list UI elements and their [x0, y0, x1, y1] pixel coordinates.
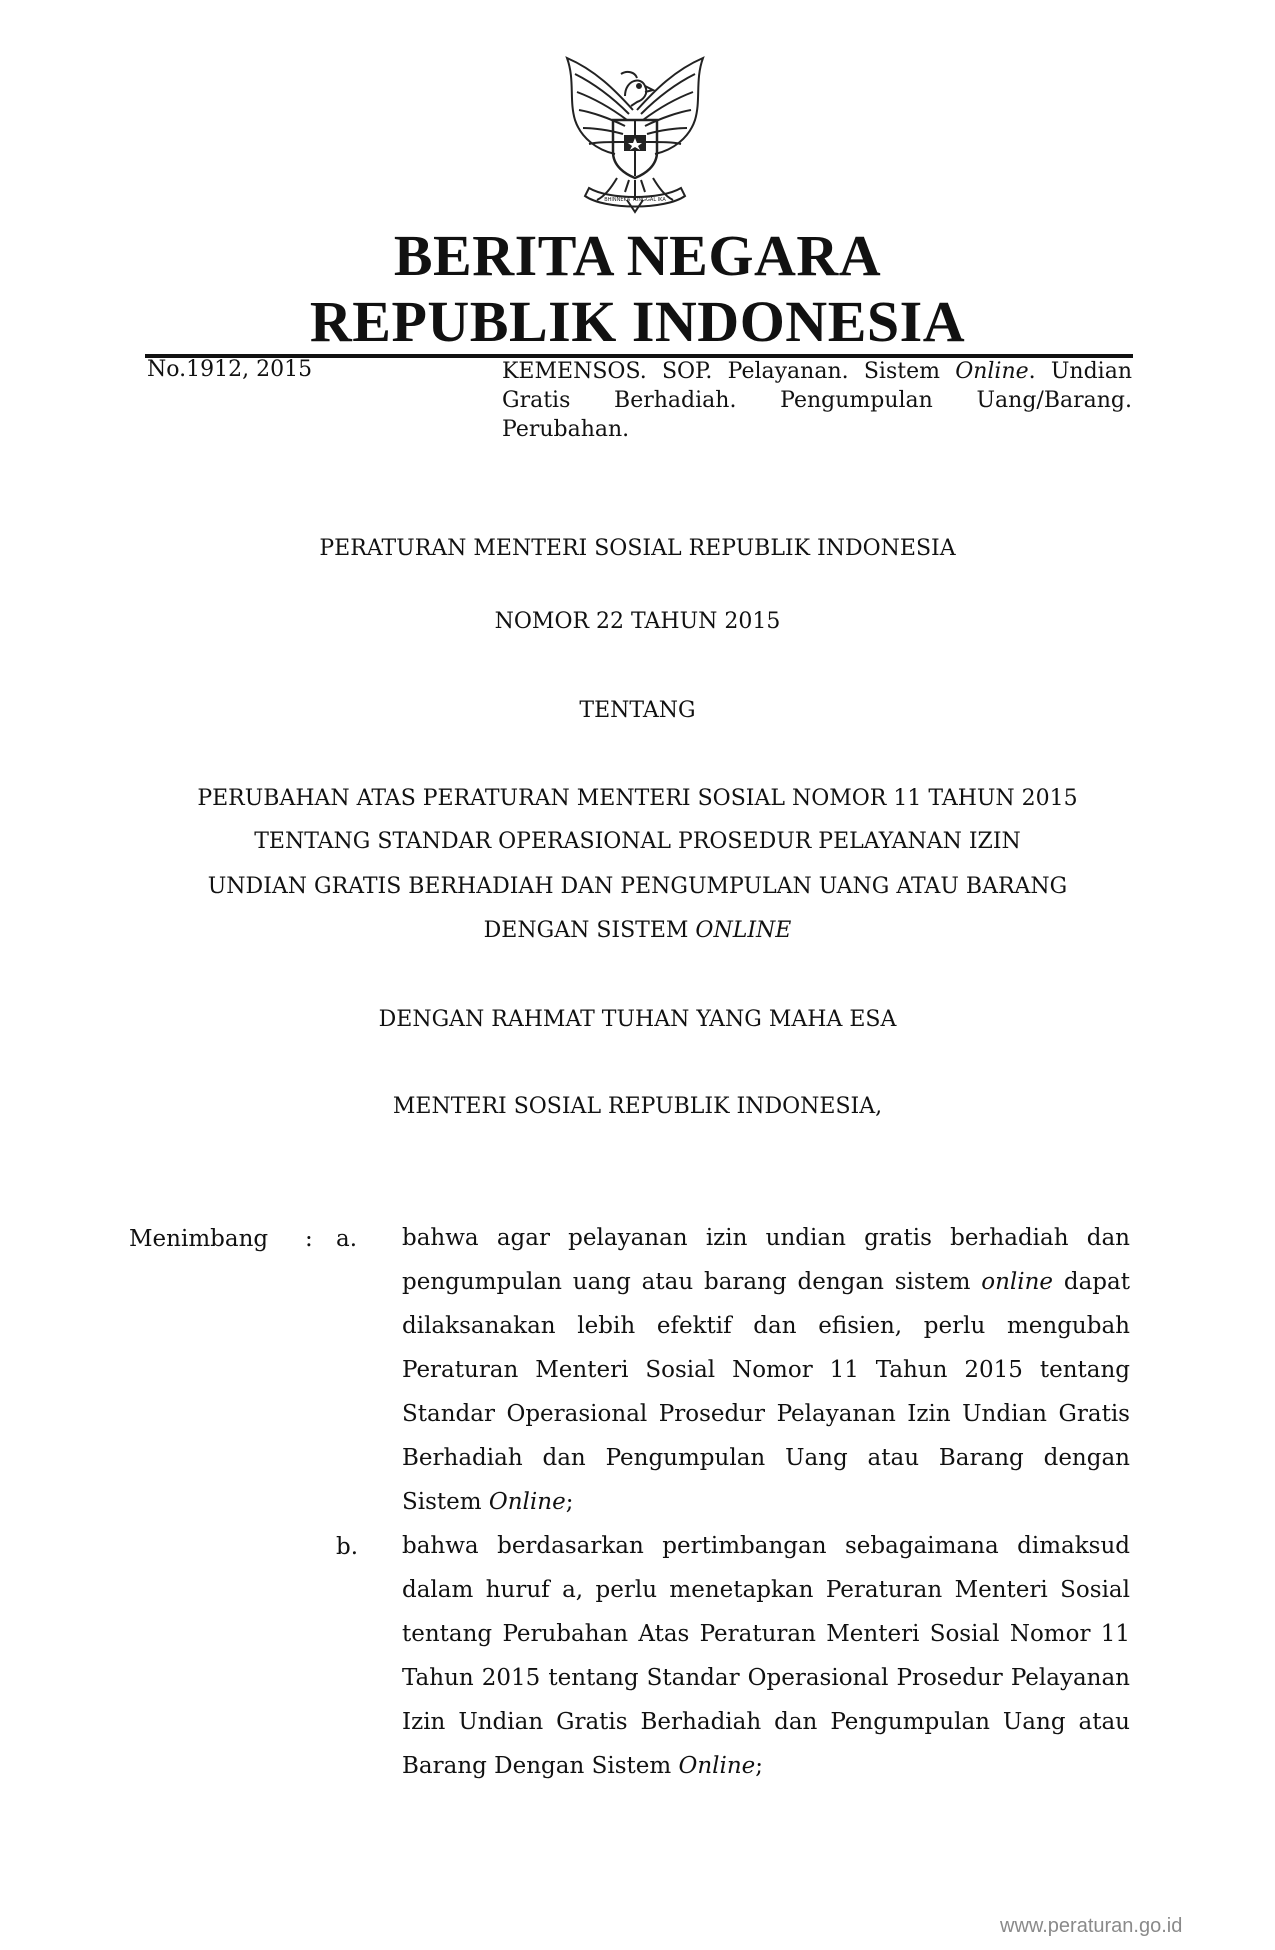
subject-line: UNDIAN GRATIS BERHADIAH DAN PENGUMPULAN UANG ATAU BARANG	[207, 874, 1068, 899]
source-watermark: www.peraturan.go.id	[1000, 1915, 1183, 1937]
document-keywords: KEMENSOS. SOP. Pelayanan. Sistem Online. Undian Gratis Berhadiah. Pengumpulan Uang/Barang. Perubahan.	[502, 359, 1132, 442]
subject-line: PERUBAHAN ATAS PERATURAN MENTERI SOSIAL NOMOR 11 TAHUN 2015	[197, 786, 1078, 811]
menimbang-colon: :	[305, 1226, 313, 1252]
item-letter-b: b.	[336, 1534, 359, 1560]
garuda-emblem-icon	[545, 50, 725, 222]
emblem-motto: BHINNEKA TUNGGAL IKA	[604, 197, 666, 203]
blessing-line: DENGAN RAHMAT TUHAN YANG MAHA ESA	[378, 1007, 897, 1032]
menimbang-label: Menimbang	[129, 1226, 269, 1252]
regulation-number: NOMOR 22 TAHUN 2015	[494, 609, 781, 634]
document-number: No.1912, 2015	[147, 357, 313, 382]
regulation-title: PERATURAN MENTERI SOSIAL REPUBLIK INDONESIA	[319, 536, 956, 561]
menimbang-item-a: bahwa agar pelayanan izin undian gratis berhadiah dan pengumpulan uang atau barang dengan sistem online dapat dilaksanakan lebih efektif dan efisien, perlu mengubah Peraturan Menteri Sosial Nomor 11 Tahun 2015 tentang Standar Operasional Prosedur Pelayanan Izin Undian Gratis Berhadiah dan Pengumpulan Uang atau Barang dengan Sistem Online;	[402, 1225, 1130, 1515]
subject-line-last: DENGAN SISTEM ONLINE	[483, 918, 792, 943]
minister-line: MENTERI SOSIAL REPUBLIK INDONESIA,	[392, 1094, 883, 1119]
item-letter-a: a.	[336, 1226, 358, 1252]
regulation-about: TENTANG	[579, 698, 696, 723]
masthead-title: BERITA NEGARA	[393, 223, 882, 288]
menimbang-item-b: bahwa berdasarkan pertimbangan sebagaimana dimaksud dalam huruf a, perlu menetapkan Peraturan Menteri Sosial tentang Perubahan Atas Peraturan Menteri Sosial Nomor 11 Tahun 2015 tentang Standar Operasional Prosedur Pelayanan Izin Undian Gratis Berhadiah dan Pengumpulan Uang atau Barang Dengan Sistem Online;	[402, 1533, 1130, 1779]
subject-line: TENTANG STANDAR OPERASIONAL PROSEDUR PELAYANAN IZIN	[254, 829, 1021, 854]
masthead-subtitle: REPUBLIK INDONESIA	[309, 289, 966, 354]
